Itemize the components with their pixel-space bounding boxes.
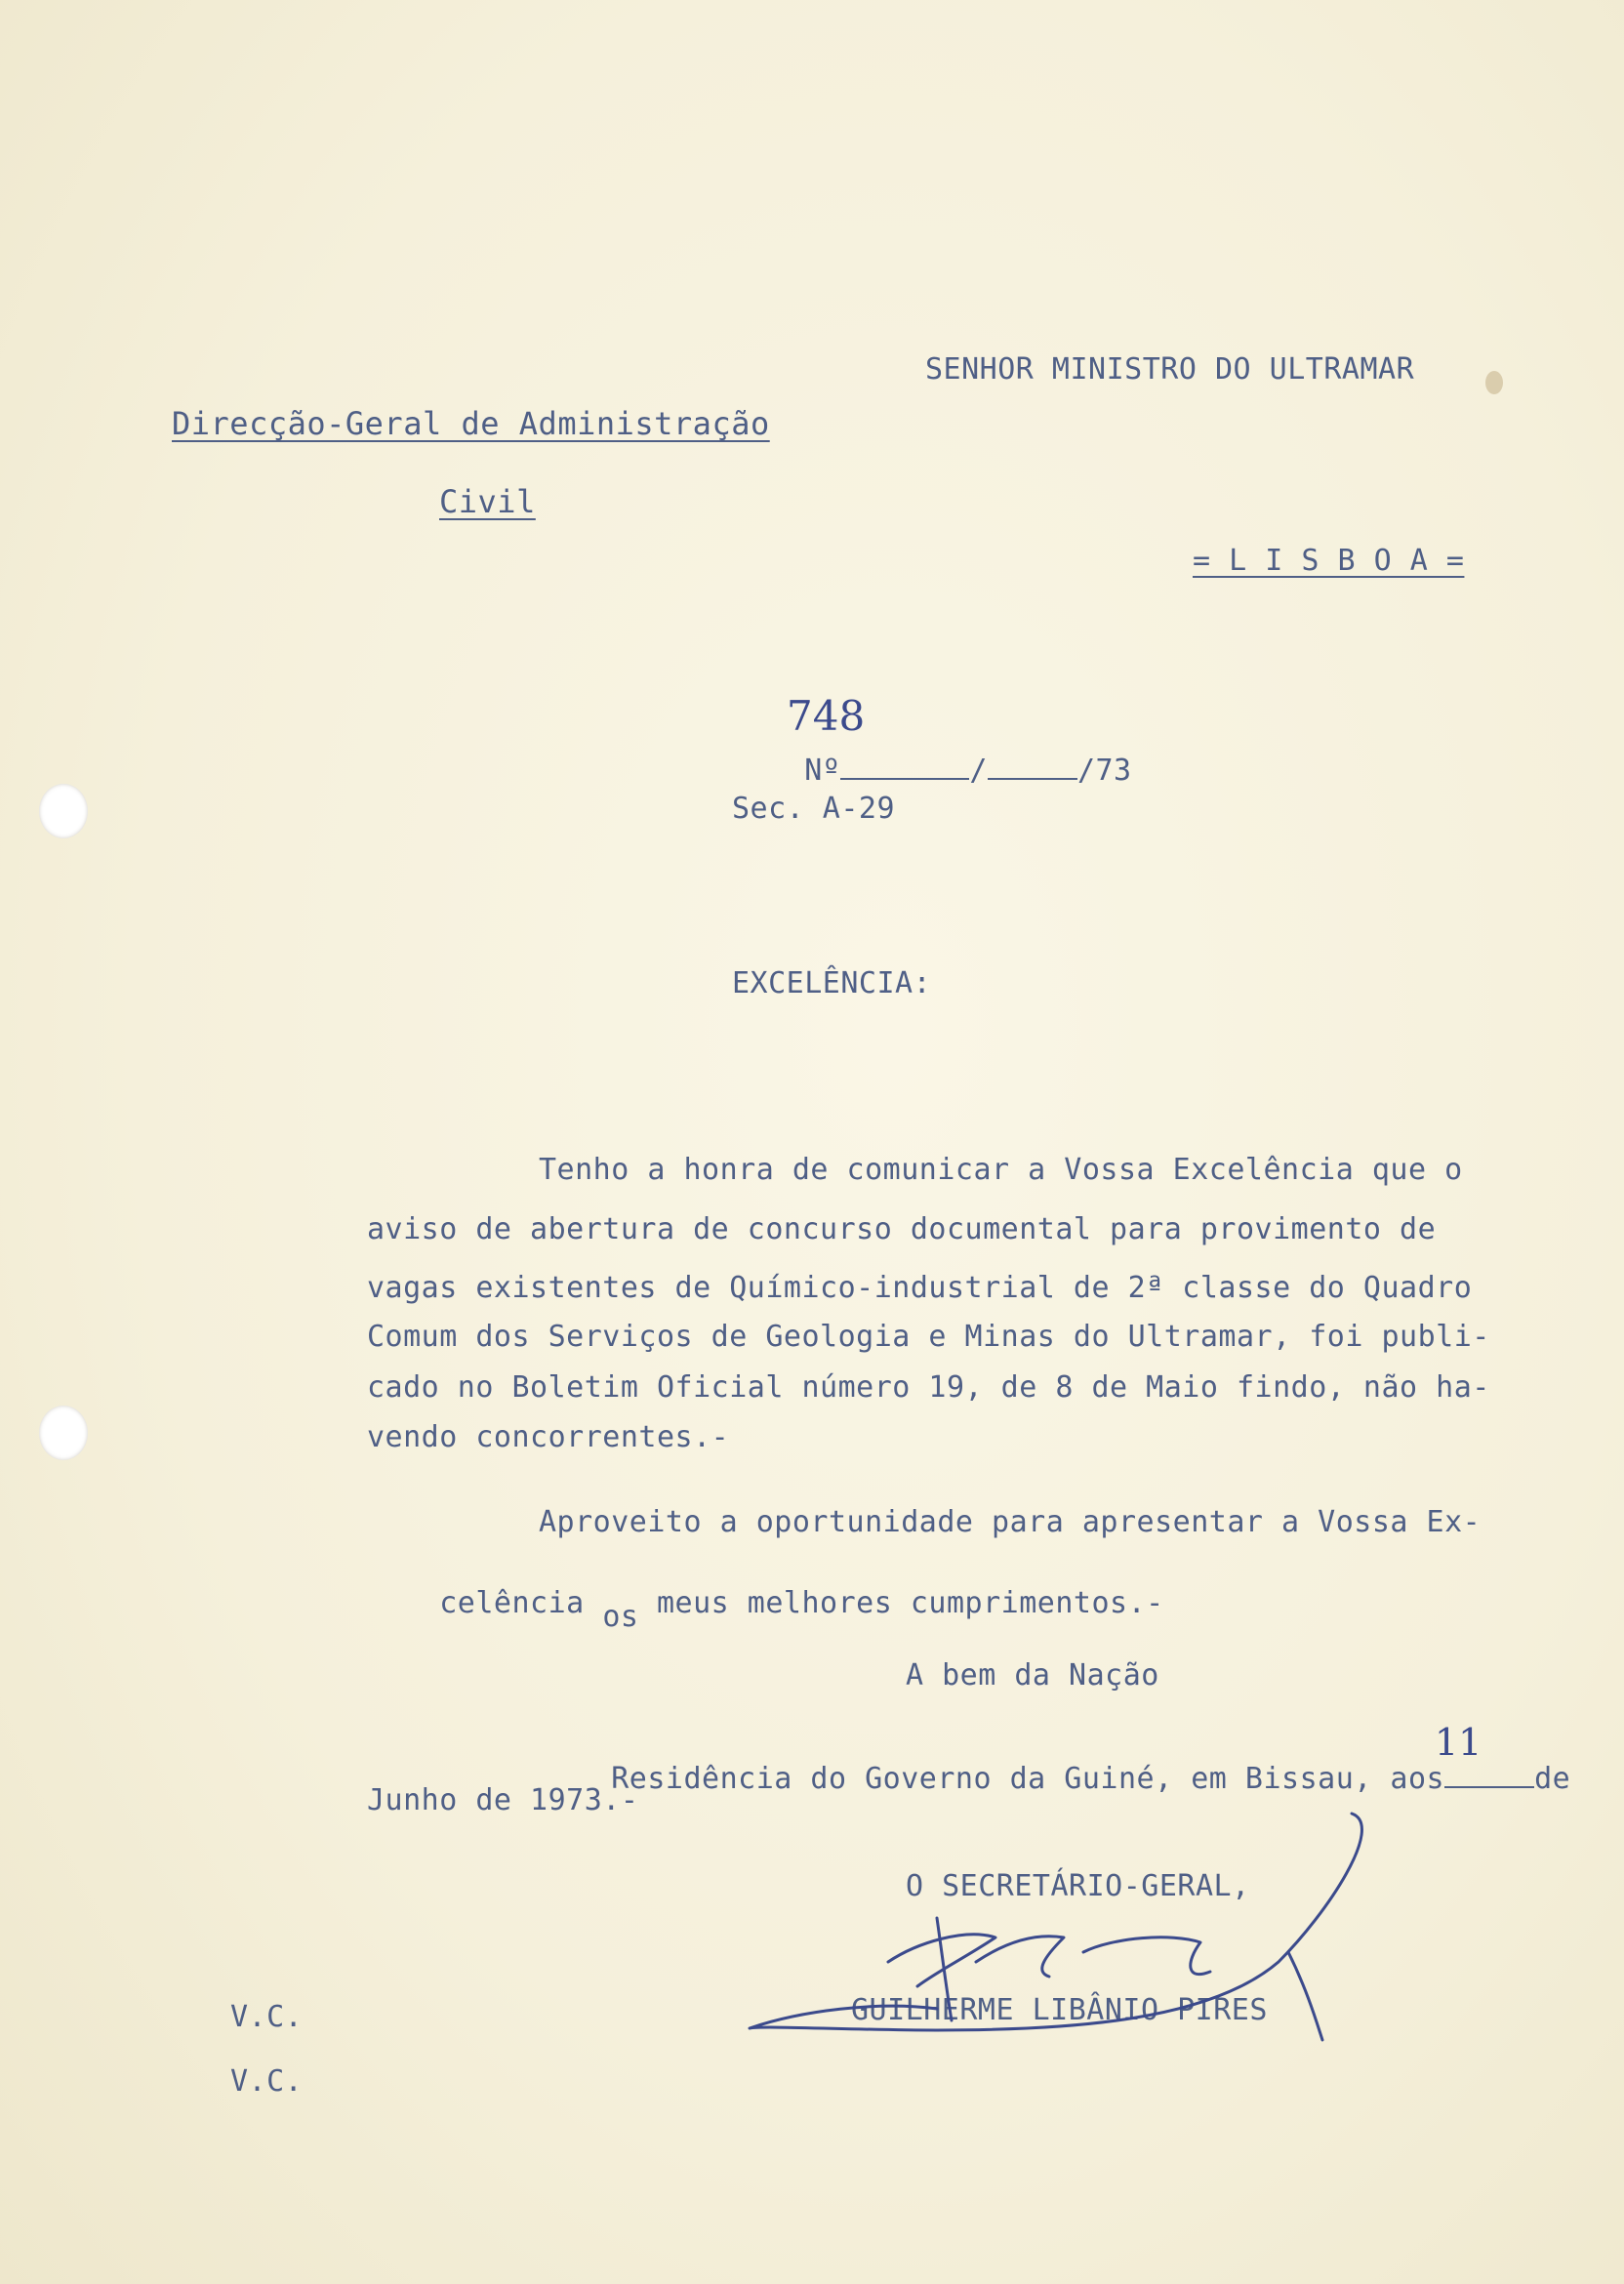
- annotation-vc-1: V.C.: [230, 2000, 304, 2034]
- section-code: Sec. A-29: [732, 792, 896, 826]
- stain-mark: [1485, 371, 1503, 394]
- inserted-word: os: [602, 1600, 639, 1634]
- punch-hole-top: [39, 784, 88, 838]
- body-line-6: vendo concorrentes.-: [367, 1420, 730, 1454]
- place-date-line-2: Junho de 1973.-: [367, 1783, 639, 1817]
- body-line-8-end: meus melhores cumprimentos.-: [657, 1586, 1164, 1620]
- handwritten-reference-number: 748: [787, 692, 866, 740]
- number-blank: [840, 778, 969, 780]
- date-day-blank: [1444, 1786, 1534, 1788]
- place-date-start: Residência do Governo da Guiné, em Bissau, aos: [611, 1762, 1445, 1796]
- recipient-title: SENHOR MINISTRO DO ULTRAMAR: [925, 352, 1415, 387]
- annotation-vc-2: V.C.: [230, 2064, 304, 2099]
- number-prefix: Nº: [804, 754, 841, 788]
- closing-motto: A bem da Nação: [906, 1658, 1159, 1693]
- body-line-8-start: celência: [439, 1586, 585, 1620]
- place-date-line-1: [539, 1735, 1570, 1823]
- signatory-role: O SECRETÁRIO-GERAL,: [906, 1869, 1250, 1903]
- body-line-1: Tenho a honra de comunicar a Vossa Excelência que o: [539, 1153, 1463, 1187]
- salutation: EXCELÊNCIA:: [732, 966, 932, 1000]
- department-line-1: Direcção-Geral de Administração: [172, 405, 770, 442]
- body-line-5: cado no Boletim Oficial número 19, de 8 de Maio findo, não ha-: [367, 1370, 1490, 1405]
- reference-year: /73: [1076, 754, 1132, 788]
- destination-city: = L I S B O A =: [1193, 544, 1465, 578]
- number-separator: /: [969, 754, 988, 788]
- body-line-4: Comum dos Serviços de Geologia e Minas do Ultramar, foi publi-: [367, 1320, 1490, 1354]
- handwritten-day: 11: [1435, 1721, 1482, 1764]
- day-blank: [988, 778, 1077, 780]
- department-line-2: Civil: [439, 483, 536, 520]
- body-line-7: Aproveito a oportunidade para apresentar a Vossa Ex-: [539, 1505, 1482, 1539]
- signatory-name: GUILHERME LIBÂNIO PIRES: [851, 1993, 1268, 2027]
- body-line-8: [367, 1560, 1164, 1648]
- place-date-end: de: [1534, 1762, 1571, 1796]
- punch-hole-bottom: [39, 1406, 88, 1460]
- body-line-3: vagas existentes de Químico-industrial de 2ª classe do Quadro: [367, 1271, 1473, 1305]
- body-line-2: aviso de abertura de concurso documental para provimento de: [367, 1212, 1437, 1246]
